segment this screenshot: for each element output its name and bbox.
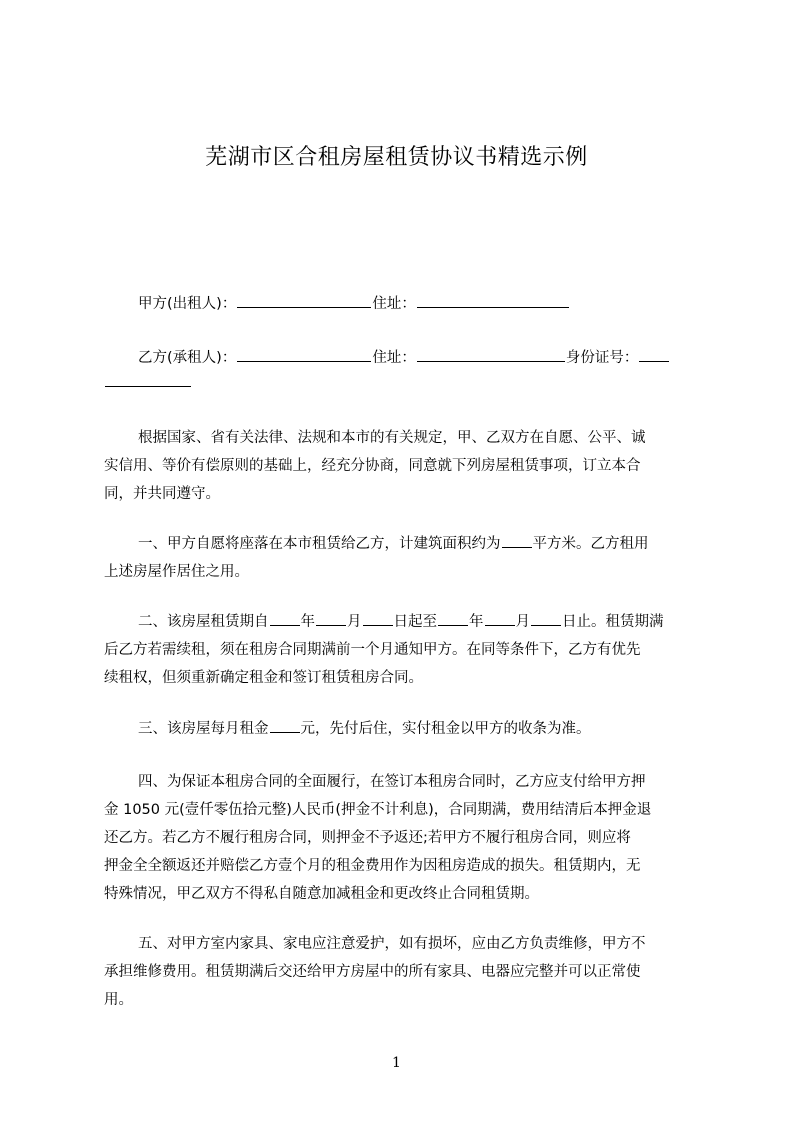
party-b-name-blank[interactable] [237, 347, 371, 362]
clause-4-line-5: 特殊情况，甲乙双方不得私自随意加减租金和更改终止合同租赁期。 [104, 886, 539, 902]
clause-5-line-1: 五、对甲方室内家具、家电应注意爱护，如有损坏，应由乙方负责维修，甲方不 [138, 936, 646, 952]
party-a-label: 甲方(出租人)： [138, 296, 237, 312]
page-number: 1 [392, 1055, 401, 1071]
start-day-blank[interactable] [363, 611, 393, 626]
party-a-name-blank[interactable] [237, 293, 371, 308]
clause-1-text-a: 一、甲方自愿将座落在本市租赁给乙方，计建筑面积约为 [138, 536, 501, 552]
clause-1-line-2: 上述房屋作居住之用。 [104, 564, 249, 580]
clause-2-text-g: 日止。租赁期满 [562, 614, 664, 630]
intro-line-2: 实信用、等价有偿原则的基础上，经充分协商，同意就下列房屋租赁事项，订立本合 [104, 458, 641, 474]
clause-1-line-1 [138, 532, 649, 553]
start-year-blank[interactable] [270, 611, 300, 626]
end-day-blank[interactable] [531, 611, 561, 626]
start-month-blank[interactable] [316, 611, 346, 626]
clause-2-line-3: 续租权，但须重新确定租金和签订租赁租房合同。 [104, 670, 423, 686]
clause-5-line-2: 承担维修费用。租赁期满后交还给甲方房屋中的所有家具、电器应完整并可以正常使 [104, 964, 641, 980]
party-b-id-label: 身份证号： [565, 350, 639, 366]
clause-1-text-b: 平方米。乙方租用 [532, 536, 649, 552]
clause-4-line-2: 金 1050 元(壹仟零伍拾元整)人民币(押金不计利息)，合同期满，费用结清后本押金退 [104, 802, 652, 818]
end-month-blank[interactable] [485, 611, 515, 626]
clause-2-text-e: 年 [469, 614, 484, 630]
end-year-blank[interactable] [438, 611, 468, 626]
clause-2-text-f: 月 [515, 614, 530, 630]
clause-3-text-a: 三、该房屋每月租金 [138, 721, 269, 737]
clause-2-line-1 [138, 610, 664, 631]
party-b-id-blank-cont[interactable] [105, 372, 191, 387]
clause-5-line-3: 用。 [104, 992, 133, 1008]
party-b-address-blank[interactable] [417, 347, 565, 362]
party-a-address-label: 住址： [372, 296, 416, 312]
clause-2-text-d: 日起至 [393, 614, 437, 630]
party-b-line [138, 346, 670, 367]
clause-4-line-1: 四、为保证本租房合同的全面履行，在签订本租房合同时，乙方应支付给甲方押 [138, 774, 646, 790]
area-blank[interactable] [502, 533, 532, 548]
clause-3-line-1 [138, 717, 591, 738]
party-a-address-blank[interactable] [417, 293, 569, 308]
clause-2-text-a: 二、该房屋租赁期自 [138, 614, 269, 630]
clause-3-text-b: 元，先付后住，实付租金以甲方的收条为准。 [300, 721, 591, 737]
clause-2-text-b: 年 [300, 614, 315, 630]
clause-4-line-4: 押金全全额返还并赔偿乙方壹个月的租金费用作为因租房造成的损失。租赁期内，无 [104, 858, 641, 874]
party-b-id-continuation [104, 372, 192, 391]
rent-blank[interactable] [270, 718, 300, 733]
intro-line-1: 根据国家、省有关法律、法规和本市的有关规定，甲、乙双方在自愿、公平、诚 [138, 430, 646, 446]
party-b-id-blank[interactable] [639, 347, 669, 362]
party-b-label: 乙方(承租人)： [138, 350, 237, 366]
clause-2-text-c: 月 [347, 614, 362, 630]
clause-2-line-2: 后乙方若需续租，须在租房合同期满前一个月通知甲方。在同等条件下，乙方有优先 [104, 642, 641, 658]
party-b-address-label: 住址： [372, 350, 416, 366]
clause-4-line-3: 还乙方。若乙方不履行租房合同，则押金不予返还;若甲方不履行租房合同，则应将 [104, 830, 631, 846]
party-a-line [138, 292, 570, 313]
document-title: 芜湖市区合租房屋租赁协议书精选示例 [205, 145, 588, 170]
intro-line-3: 同，并共同遵守。 [104, 486, 220, 502]
